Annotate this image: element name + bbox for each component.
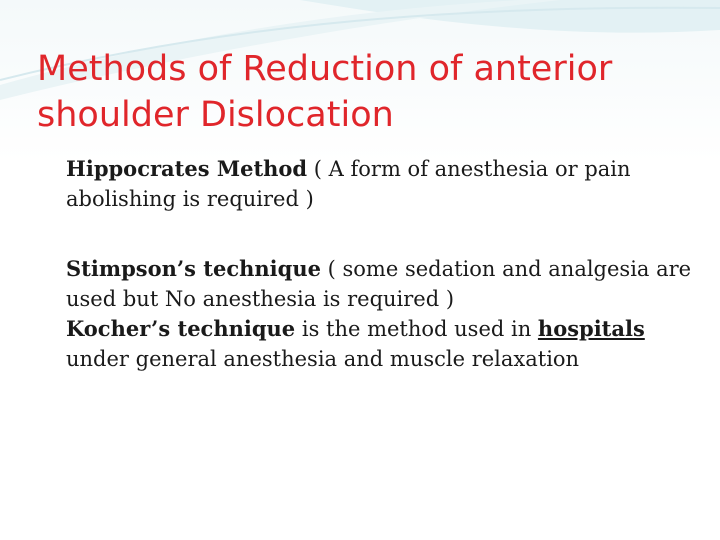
bullet-text: is the method used in (295, 317, 538, 341)
bullet-list (44, 154, 694, 374)
bullet-emphasis: hospitals (537, 316, 645, 341)
bullet-kocher (44, 314, 694, 374)
bullet-text: ( A form of anesthesia or pain abolishing is required ) (66, 157, 631, 211)
bullet-heading: Stimpson’s technique (66, 256, 321, 281)
bullet-text: ( some sedation and analgesia are used but No anesthesia is required ) (66, 257, 692, 311)
title-line-2: shoulder Dislocation (37, 95, 394, 135)
bullet-heading: Kocher’s technique (66, 316, 296, 341)
slide-title (37, 46, 697, 138)
title-line-1: Methods of Reduction of anterior (37, 49, 613, 89)
bullet-stimpson (44, 254, 694, 314)
bullet-text-end: under general anesthesia and muscle relaxation (66, 347, 580, 371)
bullet-hippocrates (44, 154, 694, 214)
bullet-heading: Hippocrates Method (66, 156, 308, 181)
